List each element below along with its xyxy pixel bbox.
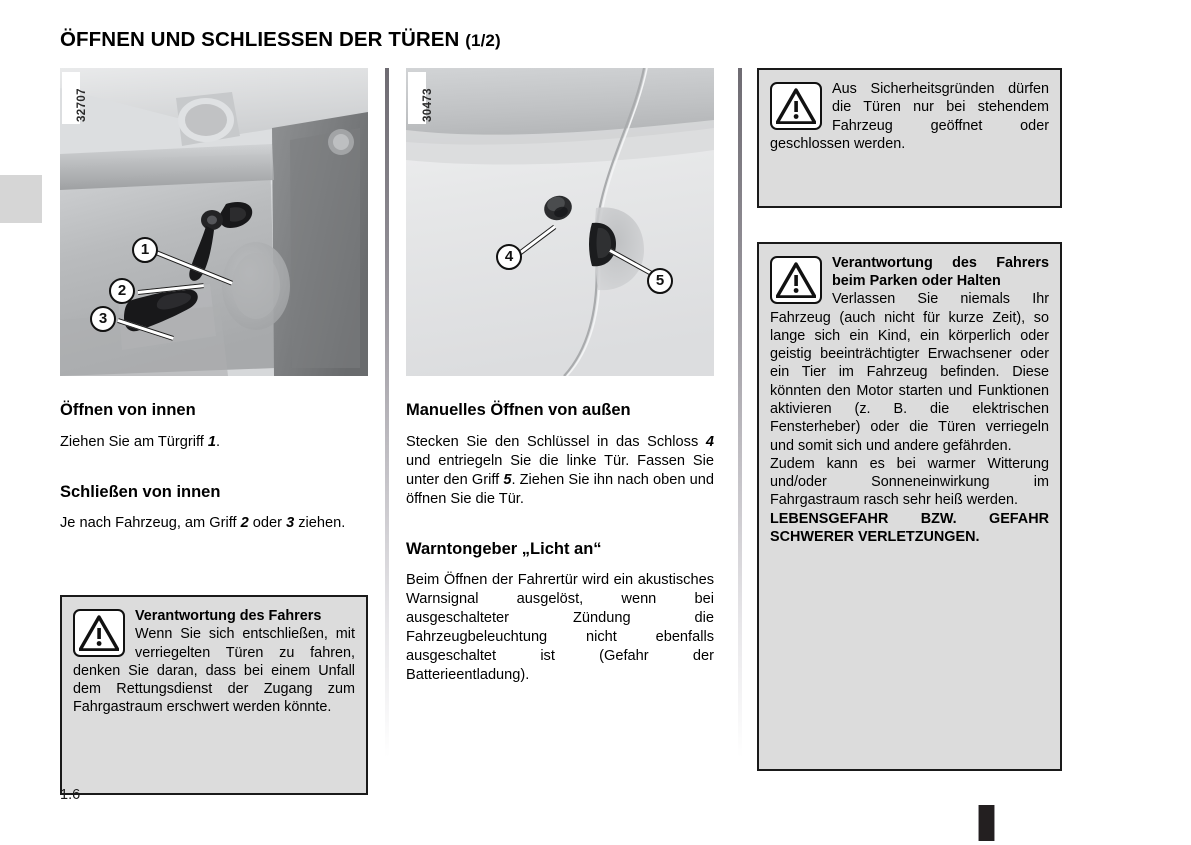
- figure-callout-1: 1: [132, 237, 158, 263]
- warning-box-parking-responsibility: [757, 242, 1062, 771]
- chapter-edge-tab: [0, 175, 42, 223]
- ref-number-4: 4: [705, 433, 714, 450]
- page-title-part-indicator: (1/2): [465, 31, 501, 50]
- page-number: 1.6: [60, 787, 81, 803]
- text-manuelles-oeffnen: [406, 433, 714, 509]
- warning-paragraph-1: Verlassen Sie niemals Ihr Fahrzeug (auch nicht für kurze Zeit), so lange sich ein Kind, ein körperlich oder geistig beeinträchtigter Erwachsener oder ein Tier im Fahrzeug befinden. Diese könnten den Motor starten und Funktionen aktivieren (z. B. die elektrischen Fensterheber) oder die Türen verriegeln und somit sich und andere gefährden.: [770, 291, 1049, 454]
- figure-callout-3: 3: [90, 306, 116, 332]
- text-part: und entriegeln Sie die linke Tür. Fassen Sie unter den Griff: [406, 452, 714, 488]
- text-oeffnen-von-innen: [60, 433, 368, 452]
- warning-paragraph-3: LEBENSGEFAHR BZW. GEFAHR SCHWERER VERLETZUNGEN.: [770, 510, 1049, 545]
- warning-paragraph-2: Zudem kann es bei warmer Witterung und/oder Sonneneinwirkung im Fahrgastraum rasch sehr heiß werden.: [770, 455, 1049, 509]
- ref-number-1: 1: [207, 433, 217, 450]
- text-part: Ziehen Sie am Türgriff: [60, 433, 208, 450]
- text-part: ziehen.: [294, 515, 346, 532]
- warning-text: Aus Sicherheitsgründen dürfen die Türen nur bei stehendem Fahrzeug geöffnet oder geschlossen werden.: [770, 81, 1049, 152]
- middle-column: [406, 68, 714, 685]
- text-part: oder: [248, 515, 287, 532]
- page-title: [60, 28, 501, 52]
- warning-triangle-icon: [770, 82, 822, 130]
- warning-title: Verantwortung des Fahrers beim Parken oder Halten: [832, 255, 1049, 290]
- ref-number-2: 2: [240, 515, 249, 532]
- page-title-main: ÖFFNEN UND SCHLIESSEN DER TÜREN: [60, 28, 460, 51]
- figure-id-text: 30473: [422, 88, 434, 122]
- figure-callout-2: 2: [109, 278, 135, 304]
- figure-id-text: 32707: [76, 88, 88, 122]
- heading-warntongeber: Warntongeber „Licht an“: [406, 539, 602, 558]
- warning-box-driver-responsibility: [60, 595, 368, 795]
- text-part: Stecken Sie den Schlüssel in das Schloss: [406, 433, 706, 450]
- right-column: [757, 68, 1062, 771]
- figure-door-exterior: [406, 68, 714, 376]
- left-column: [60, 68, 368, 795]
- warning-box-safety-reasons: [757, 68, 1062, 208]
- text-part: .: [216, 433, 221, 450]
- figure-callout-4: 4: [496, 244, 522, 270]
- heading-oeffnen-von-innen: Öffnen von innen: [60, 401, 196, 419]
- figure-id-label: [408, 72, 434, 124]
- ref-number-5: 5: [503, 471, 512, 488]
- warning-title: Verantwortung des Fahrers: [135, 608, 322, 625]
- figure-callout-5: 5: [647, 268, 673, 294]
- ref-number-3: 3: [286, 515, 295, 532]
- text-part: . Ziehen Sie ihn nach oben und öffnen Sie die Tür.: [406, 471, 714, 507]
- figure-id-label: [62, 72, 88, 124]
- warning-triangle-icon: [73, 609, 125, 657]
- heading-schliessen-von-innen: Schließen von innen: [60, 482, 221, 501]
- chapter-bottom-marker: [978, 805, 995, 841]
- heading-manuelles-oeffnen: Manuelles Öffnen von außen: [406, 401, 631, 419]
- door-exterior-illustration: [406, 68, 714, 376]
- column-divider-left: [385, 68, 389, 758]
- column-divider-right: [738, 68, 742, 758]
- warning-triangle-icon: [770, 256, 822, 304]
- text-warntongeber: Beim Öffnen der Fahrertür wird ein akustisches Warnsignal ausgelöst, wenn bei ausgeschalteter Zündung die Fahrzeugbeleuchtung nicht ebenfalls ausgeschaltet ist (Gefahr der Batterieentladung).: [406, 572, 714, 683]
- warning-text: Wenn Sie sich entschließen, mit verriegelten Türen zu fahren, denken Sie daran, dass bei einem Unfall dem Rettungsdienst der Zugang zum Fahrgastraum erschwert werden könnte.: [73, 626, 355, 716]
- figure-door-interior: [60, 68, 368, 376]
- text-part: Je nach Fahrzeug, am Griff: [60, 515, 241, 532]
- text-schliessen-von-innen: [60, 514, 368, 533]
